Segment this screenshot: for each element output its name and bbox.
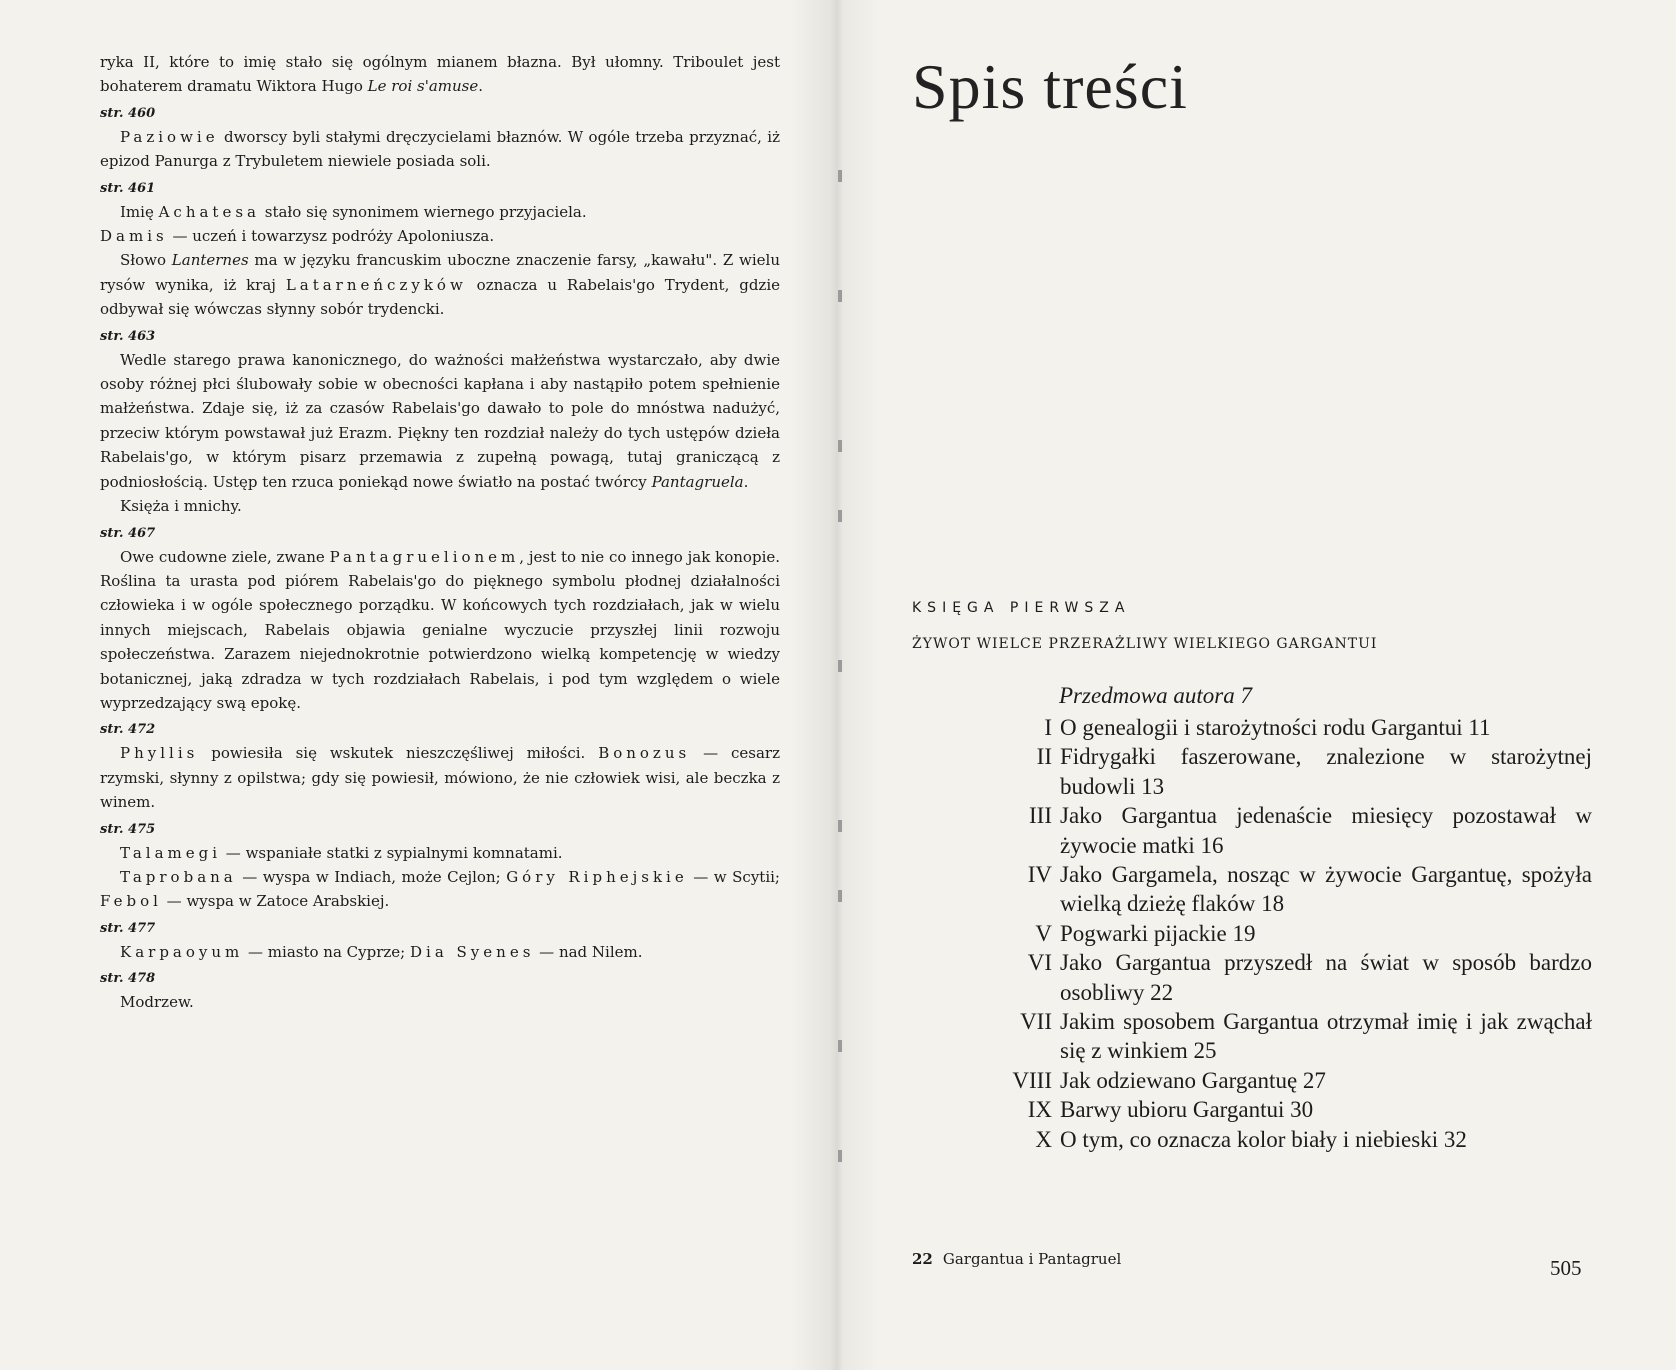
chapter-number: III [1029,803,1052,829]
chapter-title: Jako Gargantua przyszedł na świat w sposób bardzo osobliwy 22 [1060,950,1592,1005]
toc-preface: Przedmowa autora 7 [1059,683,1252,708]
page-reference: str. 463 [100,328,156,344]
book-label: KSIĘGA PIERWSZA [912,600,1131,616]
book-subtitle: ŻYWOT WIELCE PRZERAŻLIWY WIELKIEGO GARGANTUI [912,636,1378,652]
toc-entry [912,1066,1592,1095]
page-number: 505 [1550,1256,1582,1280]
page-reference: str. 477 [100,920,156,936]
note-paragraph: ryka II, które to imię stało się ogólnym mianem błazna. Był ułomny. Triboulet jest bohaterem dramatu Wiktora Hugo Le roi s'amuse. [100,53,780,96]
note-paragraph: Słowo Lanternes ma w języku francuskim uboczne znaczenie farsy, „kawału". Z wielu rysów wynika, iż kraj Latarneńczyków oznacza u Rabelais'go Trydent, gdzie odbywał się wówczas słynny sobór trydencki. [100,251,780,319]
gutter-mark [838,290,842,302]
note-paragraph: Taprobana — wyspa w Indiach, może Cejlon; Góry Riphejskie — w Scytii; Febol — wyspa w Zatoce Arabskiej. [100,867,780,911]
note-paragraph: Modrzew. [120,993,194,1012]
chapter-number: X [1035,1126,1052,1152]
chapter-number: II [1036,744,1052,770]
page-reference: str. 478 [100,971,156,987]
chapter-number: I [1044,715,1052,740]
toc-entry [912,1007,1592,1066]
note-paragraph: Wedle starego prawa kanonicznego, do ważności małżeństwa wystarczało, aby dwie osoby różnej płci ślubowały sobie w obecności kapłana i aby nastąpiło potem spełnienie małżeństwa. Zdaje się, iż za czasów Rabelais'go dawało to pole do mnóstwa nadużyć, przeciw którym powstawał już Erazm. Piękny ten rozdział należy do tych ustępów dzieła Rabelais'go, w którym pisarz przemawia z zupełną powagą, tutaj graniczącą z podniosłością. Ustęp ten rzuca poniekąd nowe światło na postać twórcy Pantagruela. [100,350,780,491]
note-paragraph: Paziowie dworscy byli stałymi dręczycielami błaznów. W ogóle trzeba przyznać, iż epizod Panurga z Trybuletem niewiele posiada soli. [100,127,780,171]
toc-entry [912,948,1592,1007]
gutter-mark [838,820,842,832]
gutter-mark [838,660,842,672]
chapter-number: V [1035,920,1052,946]
page-reference: str. 460 [100,105,156,121]
chapter-number: IX [1027,1097,1052,1123]
chapter-number: IV [1027,862,1052,888]
chapter-title: Jako Gargamela, nosząc w żywocie Gargantuę, spożyła wielką dzieżę flaków 18 [1060,862,1592,917]
toc-entry [912,713,1592,742]
gutter-mark [838,440,842,452]
toc-list [912,713,1592,1154]
gutter-mark [838,890,842,902]
signature-mark: 22 [912,1250,933,1268]
chapter-number: VI [1027,950,1052,976]
note-paragraph: Księża i mnichy. [120,497,242,516]
gutter-mark [838,1150,842,1162]
toc-entry [912,919,1592,948]
footer-title: Gargantua i Pantagruel [942,1250,1122,1268]
chapter-title: Jak odziewano Gargantuę 27 [1060,1067,1326,1093]
page-gutter [790,0,880,1370]
gutter-mark [838,170,842,182]
note-paragraph: Karpaoyum — miasto na Cyprze; Dia Syenes — nad Nilem. [120,942,643,961]
page-footer [912,1250,1121,1268]
page-title: Spis treści [912,51,1188,122]
chapter-title: Barwy ubioru Gargantui 30 [1060,1097,1314,1123]
chapter-title: Jakim sposobem Gargantua otrzymał imię i jak zwąchał się z winkiem 25 [1060,1009,1592,1064]
note-paragraph: Damis — uczeń i towarzysz podróży Apoloniusza. [100,227,495,246]
toc-entry [912,1095,1592,1124]
notes-page [100,50,780,1015]
toc-entry [912,742,1592,801]
chapter-title: Pogwarki pijackie 19 [1060,920,1256,946]
note-paragraph: Imię Achatesa stało się synonimem wiernego przyjaciela. [120,202,587,221]
chapter-title: Jako Gargantua jedenaście miesięcy pozostawał w żywocie matki 16 [1060,803,1592,858]
note-paragraph: Phyllis powiesiła się wskutek nieszczęśliwej miłości. Bonozus — cesarz rzymski, słynny z opilstwa; gdy się powiesił, mówiono, że nie człowiek wisi, ale beczka z winem. [100,744,780,812]
chapter-title: O tym, co oznacza kolor biały i niebieski 32 [1060,1126,1467,1152]
chapter-number: VIII [1012,1067,1052,1093]
toc-entry [912,1125,1592,1154]
gutter-mark [838,510,842,522]
chapter-title: Fidrygałki faszerowane, znalezione w starożytnej budowli 13 [1060,744,1592,799]
page-reference: str. 467 [100,525,156,541]
note-paragraph: Talamegi — wspaniałe statki z sypialnymi komnatami. [120,843,563,862]
toc-entry [912,801,1592,860]
note-paragraph: Owe cudowne ziele, zwane Pantagruelionem, jest to nie co innego jak konopie. Roślina ta urasta pod piórem Rabelais'go do pięknego symbolu płodnej działalności człowieka i w ogóle społecznego porządku. W końcowych tych rozdziałach, jak w wielu innych miejscach, Rabelais objawia genialne wyczucie przyszłej linii rozwoju społeczeństwa. Zarazem niejednokrotnie potwierdzono wielką kompetencję w wiedzy botanicznej, jaką zdradza w tych rozdziałach Rabelais, i pod tym względem o wiele wyprzedzający swą epokę. [100,547,781,712]
chapter-number: VII [1020,1009,1052,1035]
page-reference: str. 475 [100,821,156,837]
toc-entry [912,860,1592,919]
chapter-title: O genealogii i starożytności rodu Gargantui 11 [1060,715,1491,740]
page-reference: str. 461 [100,180,156,196]
gutter-mark [838,1040,842,1052]
page-reference: str. 472 [100,722,156,738]
